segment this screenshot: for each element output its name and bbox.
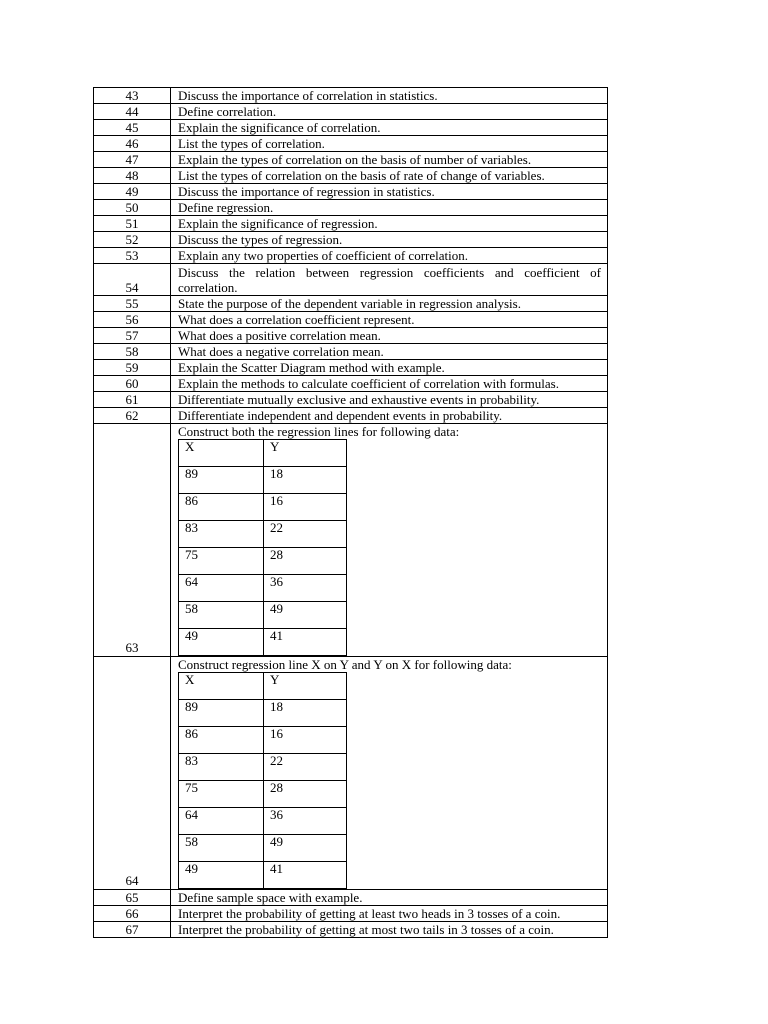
data-cell: 16 (264, 494, 347, 521)
column-header: Y (264, 673, 347, 700)
question-number: 54 (94, 264, 171, 296)
data-table-row (179, 781, 347, 808)
question-row (94, 264, 608, 296)
question-row (94, 360, 608, 376)
question-text-cell: Discuss the types of regression. (171, 232, 608, 248)
question-number: 66 (94, 906, 171, 922)
question-text: Construct both the regression lines for following data: (178, 424, 460, 439)
question-text-cell: What does a positive correlation mean. (171, 328, 608, 344)
question-number: 65 (94, 890, 171, 906)
data-table (178, 672, 347, 889)
question-text-cell: Define sample space with example. (171, 890, 608, 906)
question-row (94, 424, 608, 657)
question-number: 43 (94, 88, 171, 104)
question-text-cell: Define correlation. (171, 104, 608, 120)
question-text-cell: What does a negative correlation mean. (171, 344, 608, 360)
question-text-cell: Explain the methods to calculate coefficient of correlation with formulas. (171, 376, 608, 392)
data-cell: 41 (264, 629, 347, 656)
data-cell: 28 (264, 781, 347, 808)
data-cell: 64 (179, 575, 264, 602)
column-header: X (179, 440, 264, 467)
question-number: 59 (94, 360, 171, 376)
question-number: 61 (94, 392, 171, 408)
data-table-row (179, 521, 347, 548)
data-cell: 49 (179, 862, 264, 889)
question-row (94, 184, 608, 200)
question-text-cell: Interpret the probability of getting at least two heads in 3 tosses of a coin. (171, 906, 608, 922)
data-table-row (179, 754, 347, 781)
question-number: 44 (94, 104, 171, 120)
question-number: 52 (94, 232, 171, 248)
question-text-cell: Explain the significance of regression. (171, 216, 608, 232)
question-row (94, 376, 608, 392)
question-text-cell: Discuss the relation between regression coefficients and coefficient of correlation. (171, 264, 608, 296)
question-number: 63 (94, 424, 171, 657)
data-cell: 58 (179, 602, 264, 629)
question-text-cell: Explain the significance of correlation. (171, 120, 608, 136)
question-text-cell: Explain any two properties of coefficient of correlation. (171, 248, 608, 264)
data-table-row (179, 494, 347, 521)
question-row (94, 88, 608, 104)
data-cell: 49 (264, 602, 347, 629)
question-row (94, 120, 608, 136)
column-header: Y (264, 440, 347, 467)
question-row (94, 922, 608, 938)
data-cell: 64 (179, 808, 264, 835)
column-header: X (179, 673, 264, 700)
data-cell: 83 (179, 754, 264, 781)
data-cell: 18 (264, 700, 347, 727)
question-row (94, 657, 608, 890)
question-number: 55 (94, 296, 171, 312)
question-number: 58 (94, 344, 171, 360)
question-text-cell: Discuss the importance of correlation in statistics. (171, 88, 608, 104)
question-table-body (94, 88, 608, 938)
question-row (94, 136, 608, 152)
question-number: 47 (94, 152, 171, 168)
question-text-cell: Discuss the importance of regression in statistics. (171, 184, 608, 200)
question-row (94, 392, 608, 408)
data-cell: 86 (179, 727, 264, 754)
question-row (94, 248, 608, 264)
question-text-cell: Differentiate independent and dependent events in probability. (171, 408, 608, 424)
data-cell: 49 (264, 835, 347, 862)
data-table-row (179, 700, 347, 727)
question-number: 48 (94, 168, 171, 184)
question-row (94, 216, 608, 232)
question-text-cell: Define regression. (171, 200, 608, 216)
question-row (94, 906, 608, 922)
data-table-row (179, 835, 347, 862)
question-text-cell: State the purpose of the dependent variable in regression analysis. (171, 296, 608, 312)
data-cell: 75 (179, 548, 264, 575)
data-cell: 36 (264, 575, 347, 602)
data-table-row (179, 629, 347, 656)
data-cell: 83 (179, 521, 264, 548)
question-number: 49 (94, 184, 171, 200)
question-number: 46 (94, 136, 171, 152)
data-cell: 89 (179, 467, 264, 494)
data-cell: 58 (179, 835, 264, 862)
question-number: 62 (94, 408, 171, 424)
question-text-cell: Explain the types of correlation on the basis of number of variables. (171, 152, 608, 168)
data-cell: 18 (264, 467, 347, 494)
question-number: 53 (94, 248, 171, 264)
data-cell: 16 (264, 727, 347, 754)
question-row (94, 152, 608, 168)
question-row (94, 328, 608, 344)
data-table-row (179, 467, 347, 494)
data-cell: 22 (264, 521, 347, 548)
data-cell: 75 (179, 781, 264, 808)
question-row (94, 408, 608, 424)
question-row (94, 296, 608, 312)
data-table-row (179, 862, 347, 889)
question-text-cell (171, 424, 608, 657)
data-cell: 89 (179, 700, 264, 727)
question-row (94, 890, 608, 906)
data-table-header (179, 673, 347, 700)
question-table (93, 87, 608, 938)
question-row (94, 168, 608, 184)
data-table-row (179, 548, 347, 575)
data-cell: 22 (264, 754, 347, 781)
question-number: 60 (94, 376, 171, 392)
question-row (94, 104, 608, 120)
question-row (94, 312, 608, 328)
question-row (94, 344, 608, 360)
data-table-row (179, 602, 347, 629)
data-cell: 36 (264, 808, 347, 835)
data-table-header (179, 440, 347, 467)
question-text-cell: What does a correlation coefficient represent. (171, 312, 608, 328)
data-table (178, 439, 347, 656)
question-number: 50 (94, 200, 171, 216)
question-text-cell: List the types of correlation. (171, 136, 608, 152)
question-text-cell: List the types of correlation on the basis of rate of change of variables. (171, 168, 608, 184)
question-text-cell: Explain the Scatter Diagram method with example. (171, 360, 608, 376)
data-table-row (179, 727, 347, 754)
data-cell: 28 (264, 548, 347, 575)
question-number: 64 (94, 657, 171, 890)
question-number: 56 (94, 312, 171, 328)
data-cell: 41 (264, 862, 347, 889)
data-table-row (179, 575, 347, 602)
question-text-cell: Differentiate mutually exclusive and exhaustive events in probability. (171, 392, 608, 408)
question-row (94, 200, 608, 216)
question-number: 57 (94, 328, 171, 344)
data-cell: 49 (179, 629, 264, 656)
data-table-row (179, 808, 347, 835)
question-row (94, 232, 608, 248)
question-text: Construct regression line X on Y and Y on X for following data: (178, 657, 512, 672)
question-text-cell: Interpret the probability of getting at most two tails in 3 tosses of a coin. (171, 922, 608, 938)
question-text-cell (171, 657, 608, 890)
data-cell: 86 (179, 494, 264, 521)
question-number: 51 (94, 216, 171, 232)
question-number: 45 (94, 120, 171, 136)
question-number: 67 (94, 922, 171, 938)
